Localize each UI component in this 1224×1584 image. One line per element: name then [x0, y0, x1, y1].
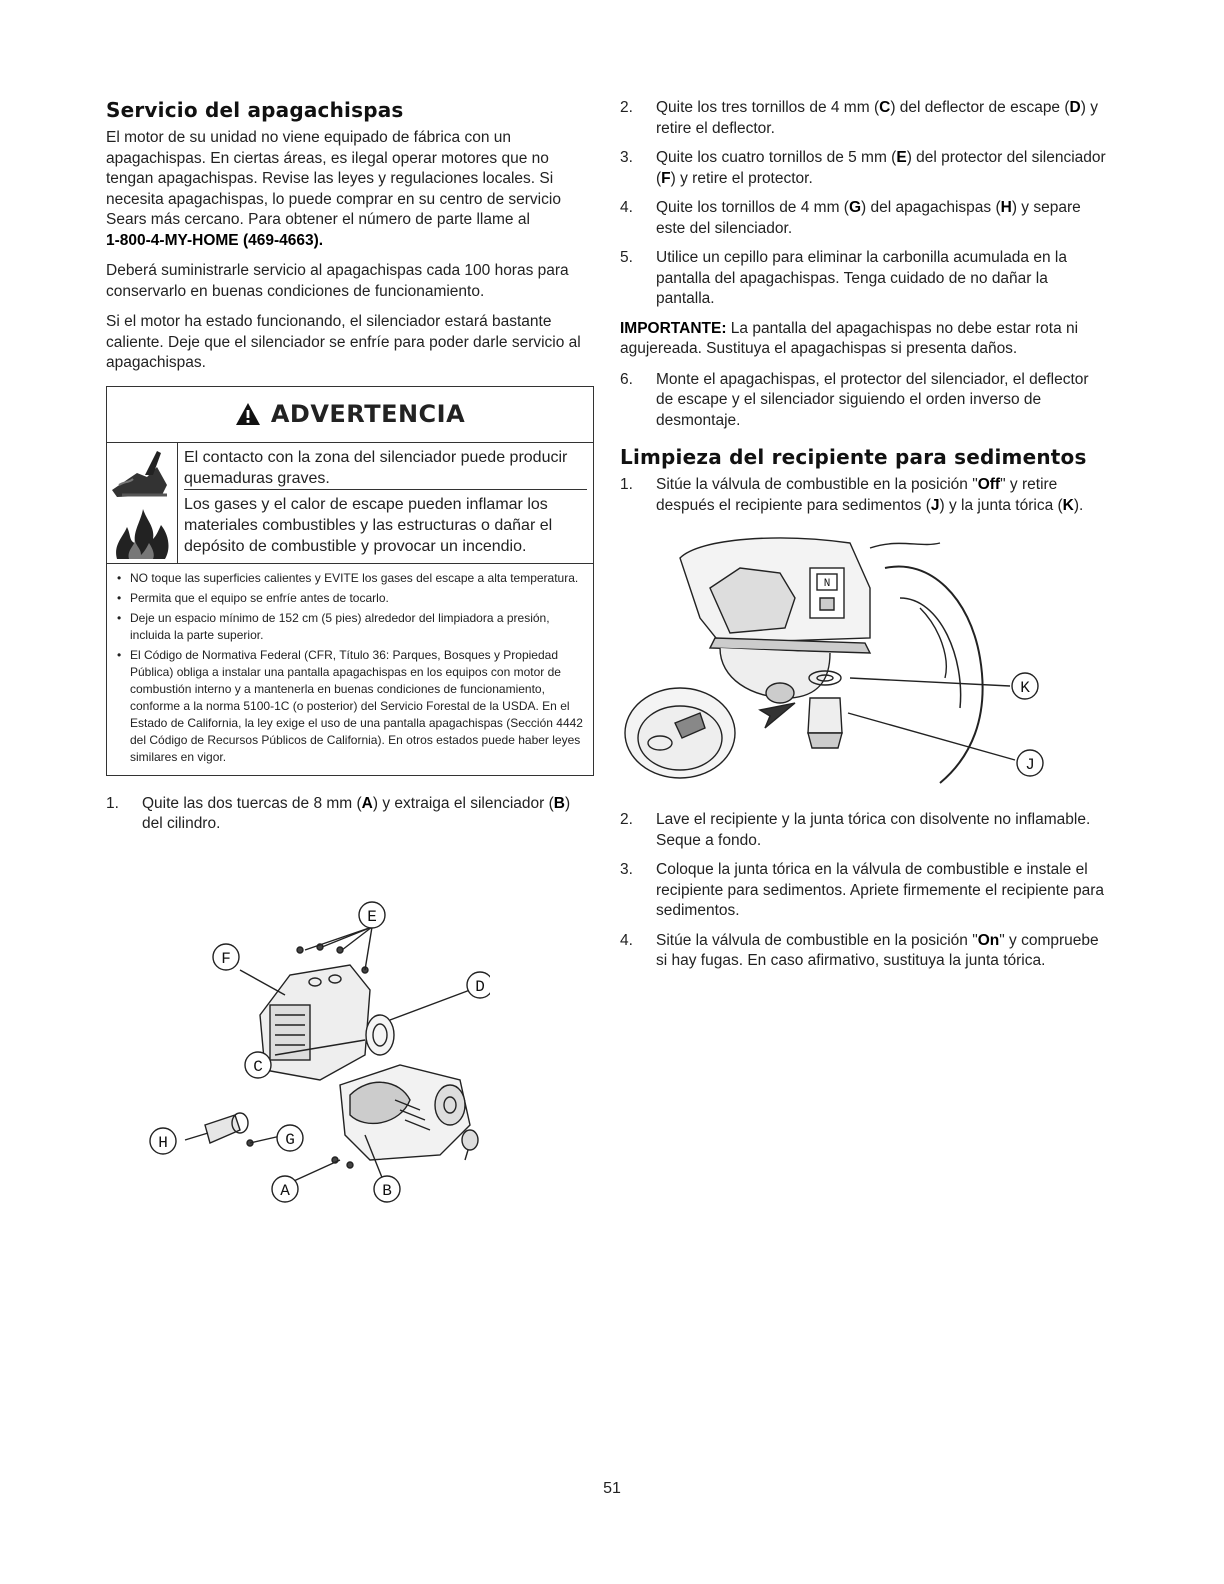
callout-d: D [475, 978, 485, 996]
warning-triangle-icon [235, 402, 261, 426]
sediment-step-4: 4. Sitúe la válvula de combustible en la posición "On" y compruebe si hay fugas. En caso afirmativo, sustituya la junta tórica. [620, 931, 1099, 969]
right-steps-part2 [620, 370, 1110, 432]
list-item: • Permita que el equipo se enfríe antes de tocarlo. [117, 590, 583, 607]
warning-header [107, 387, 593, 443]
important-note: IMPORTANTE: La pantalla del apagachispas no debe estar rota ni agujereada. Sustituya el apagachispas si presenta daños. [620, 319, 1079, 357]
callout-k: K [1020, 679, 1030, 697]
hazard-descriptions [178, 443, 593, 563]
callout-c: C [253, 1058, 263, 1076]
paragraph-service-interval: Deberá suministrarle servicio al apagachispas cada 100 horas para conservarlo en buenas condiciones de funcionamiento. [106, 262, 569, 300]
callout-j: J [1025, 756, 1035, 774]
hazard-burn-text: El contacto con la zona del silenciador puede producir quemaduras graves. [184, 443, 587, 490]
hazard-fire-text: Los gases y el calor de escape pueden inflamar los materiales combustibles y las estructuras o dañar el depósito de combustible y provocar un incendio. [184, 495, 553, 555]
sediment-steps-1 [620, 475, 1110, 516]
burn-hand-icon [107, 443, 177, 503]
section-heading-sediment-bowl: Limpieza del recipiente para sedimentos [620, 445, 1087, 469]
left-column [106, 98, 594, 844]
step-5: 5. Utilice un cepillo para eliminar la carbonilla acumulada en la pantalla del apagachispas. Tenga cuidado de no dañar la pantalla. [620, 249, 1067, 307]
sediment-step-1: 1. Sitúe la válvula de combustible en la posición "Off" y retire después el recipiente para sedimentos (J) y la junta tórica (K). [620, 476, 1084, 514]
muffler-exploded-diagram [140, 895, 490, 1215]
right-column [620, 98, 1110, 525]
list-item: • Deje un espacio mínimo de 152 cm (5 pies) alrededor del limpiadora a presión, incluida la parte superior. [117, 610, 583, 644]
right-steps-part1 [620, 98, 1110, 310]
warning-title: ADVERTENCIA [270, 400, 466, 428]
left-steps [106, 794, 594, 835]
callout-b: B [382, 1182, 392, 1200]
fire-icon [107, 503, 177, 563]
callout-a: A [280, 1182, 290, 1200]
sediment-step-2: 2. Lave el recipiente y la junta tórica con disolvente no inflamable. Seque a fondo. [620, 811, 1091, 849]
callout-g: G [285, 1131, 295, 1149]
warning-box [106, 386, 594, 776]
phone-number: 1-800-4-MY-HOME (469-4663). [106, 231, 324, 249]
step-3: 3. Quite los cuatro tornillos de 5 mm (E) del protector del silenciador (F) y retire el protector. [620, 149, 1106, 187]
warning-bullets [107, 564, 593, 775]
list-item: • NO toque las superficies calientes y EVITE los gases del escape a alta temperatura. [117, 570, 583, 587]
sediment-steps-continued [620, 810, 1110, 981]
callout-e: E [367, 908, 377, 926]
callout-f: F [221, 950, 231, 968]
sediment-steps-2 [620, 810, 1110, 972]
step-2: 2. Quite los tres tornillos de 4 mm (C) del deflector de escape (D) y retire el deflector. [620, 99, 1098, 137]
step-4: 4. Quite los tornillos de 4 mm (G) del apagachispas (H) y separe este del silenciador. [620, 199, 1081, 237]
page-number: 51 [603, 1480, 621, 1497]
paragraph-hot-muffler: Si el motor ha estado funcionando, el silenciador estará bastante caliente. Deje que el silenciador se enfríe para poder darle servicio al apagachispas. [106, 313, 581, 371]
section-heading-spark-arrester: Servicio del apagachispas [106, 98, 404, 122]
warning-hazards [107, 443, 593, 564]
callout-h: H [158, 1134, 168, 1152]
paragraph-intro: El motor de su unidad no viene equipado de fábrica con un apagachispas. En ciertas áreas, es ilegal operar motores que no tengan apagachispas. Revise las leyes y regulaciones locales. Si necesita apagachispas, lo puede comprar en su centro de servicio Sears más cercano. Para obtener el número de parte llame al 1-800-4-MY-HOME (469-4663). [106, 128, 594, 251]
sediment-bowl-diagram [620, 528, 1060, 808]
hazard-icons [107, 443, 178, 563]
sediment-step-3: 3. Coloque la junta tórica en la válvula de combustible e instale el recipiente para sedimentos. Apriete firmemente el recipiente para sedimentos. [620, 861, 1105, 919]
step-6: 6. Monte el apagachispas, el protector del silenciador, el deflector de escape y el silenciador siguiendo el orden inverso de desmontaje. [620, 370, 1089, 429]
fuel-valve-n-label: N [823, 578, 831, 590]
list-item: • El Código de Normativa Federal (CFR, Título 36: Parques, Bosques y Propiedad Pública) obliga a instalar una pantalla apagachispas en los equipos con motor de combustión interno y a mantenerla en buenas condiciones de funcionamiento, conforme a la norma 5100-1C (o posterior) del Servicio Forestal de la USDA. En el Estado de California, la ley exige el uso de una pantalla apagachispas (Sección 4442 del Código de Recursos Públicos de California). En otros estados puede haber leyes similares en vigor. [117, 647, 583, 766]
step-1: 1. Quite las dos tuercas de 8 mm (A) y extraiga el silenciador (B) del cilindro. [106, 794, 571, 832]
